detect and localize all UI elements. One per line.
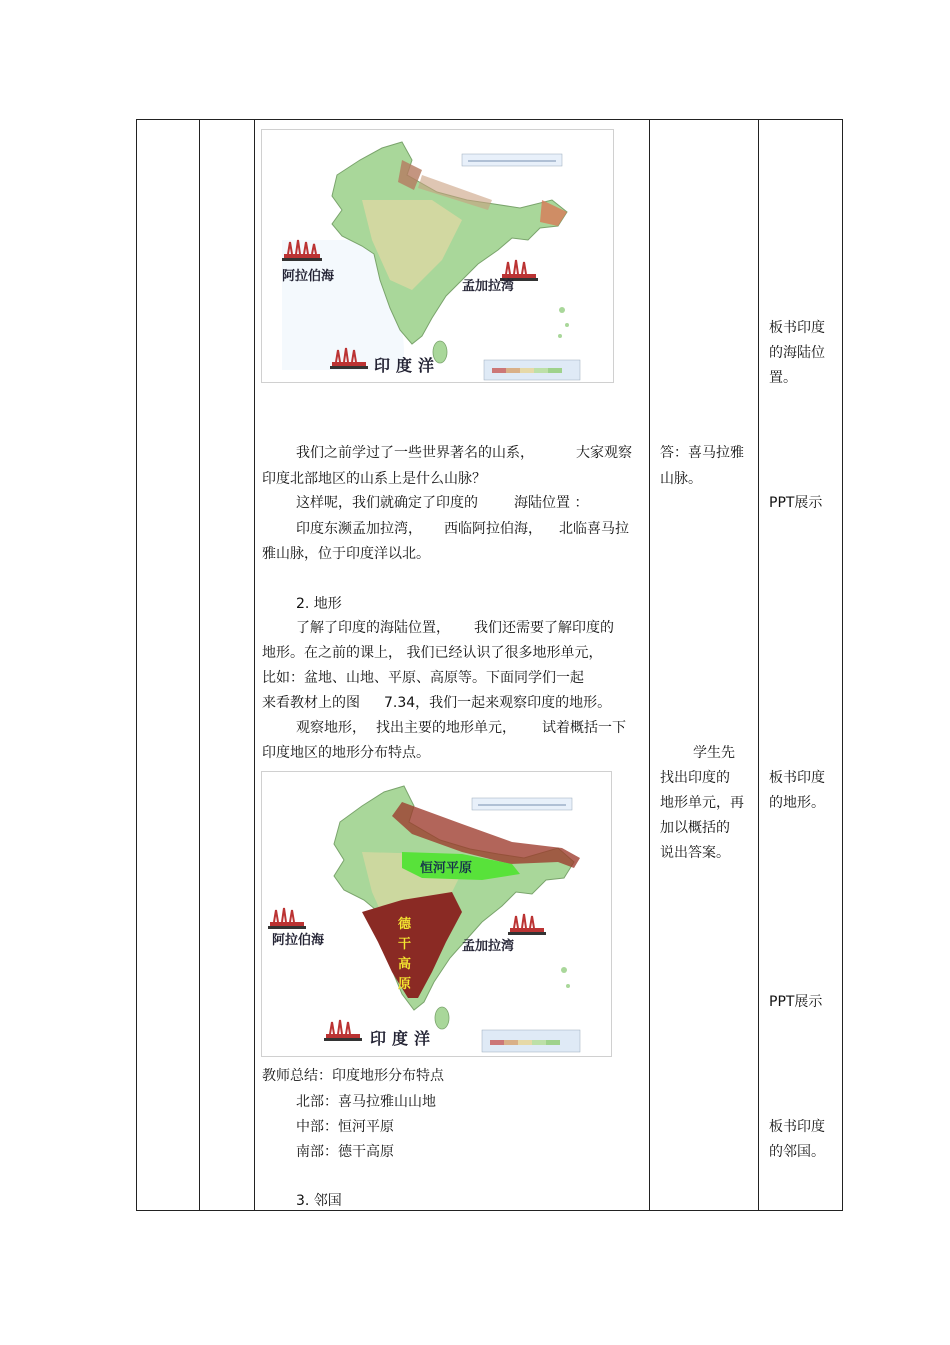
- column-divider-2: [254, 120, 255, 1210]
- india-sea-land-map: [261, 129, 614, 383]
- student-answer-line: 答：喜马拉雅: [660, 445, 744, 461]
- note-line: 板书印度: [769, 770, 825, 786]
- section-heading: 3. 邻国: [296, 1193, 342, 1209]
- bay-of-bengal-label: 孟加拉湾: [462, 279, 515, 294]
- indian-ocean-label: 印度洋: [370, 1029, 437, 1048]
- paragraph-line: 雅山脉，位于印度洋以北。: [262, 546, 430, 562]
- arabian-sea-label: 阿拉伯海: [272, 933, 325, 948]
- paragraph-line: 观察地形，: [296, 720, 366, 736]
- note-line: PPT展示: [769, 495, 823, 511]
- student-activity-line: 地形单元，再: [660, 795, 744, 811]
- indian-ocean-label: 印度洋: [374, 356, 441, 375]
- note-line: 的地形。: [769, 795, 825, 811]
- paragraph-line: 试着概括一下: [542, 720, 626, 736]
- note-line: 置。: [769, 370, 797, 386]
- summary-north: 北部：喜马拉雅山山地: [296, 1094, 436, 1110]
- arabian-sea-label: 阿拉伯海: [282, 269, 335, 284]
- ganges-plain-label: 恒河平原: [420, 861, 473, 876]
- deccan-plateau-label-char3: 高: [398, 957, 412, 972]
- paragraph-line: 印度地区的地形分布特点。: [262, 745, 430, 761]
- paragraph-line: 来看教材上的图: [262, 695, 360, 711]
- bay-of-bengal-label: 孟加拉湾: [462, 939, 515, 954]
- paragraph-line: 西临阿拉伯海，: [444, 521, 542, 537]
- student-activity-line: 说出答案。: [660, 845, 730, 861]
- note-line: PPT展示: [769, 994, 823, 1010]
- student-activity-line: 加以概括的: [660, 820, 730, 836]
- section-heading: 2. 地形: [296, 596, 342, 612]
- note-line: 板书印度: [769, 320, 825, 336]
- student-activity-line: 找出印度的: [660, 770, 730, 786]
- paragraph-line: 地形。在之前的课上， 我们已经认识了很多地形单元，: [262, 645, 603, 661]
- column-divider-4: [758, 120, 759, 1210]
- paragraph-line: 了解了印度的海陆位置，: [296, 620, 450, 636]
- deccan-plateau-label-char4: 原: [398, 977, 412, 992]
- deccan-plateau-label-char1: 德: [398, 917, 412, 932]
- paragraph-line: 我们之前学过了一些世界著名的山系，: [296, 445, 534, 461]
- paragraph-line: 7.34，我们一起来观察印度的地形。: [384, 695, 612, 711]
- paragraph-line: 大家观察: [576, 445, 632, 461]
- paragraph-line: 北临喜马拉: [559, 521, 629, 537]
- paragraph-line: 我们还需要了解印度的: [474, 620, 614, 636]
- summary-south: 南部：德干高原: [296, 1144, 394, 1160]
- paragraph-line: 海陆位置 ：: [514, 495, 589, 511]
- paragraph-line: 比如：盆地、山地、平原、高原等。下面同学们一起: [262, 670, 584, 686]
- note-line: 的邻国。: [769, 1144, 825, 1160]
- india-terrain-map: [261, 771, 612, 1057]
- summary-title: 教师总结：印度地形分布特点: [262, 1068, 444, 1084]
- paragraph-line: 印度北部地区的山系上是什么山脉？: [262, 471, 486, 487]
- deccan-plateau-label-char2: 干: [398, 937, 412, 952]
- column-divider-3: [649, 120, 650, 1210]
- paragraph-line: 这样呢，我们就确定了印度的: [296, 495, 478, 511]
- paragraph-line: 印度东濒孟加拉湾，: [296, 521, 422, 537]
- note-line: 板书印度: [769, 1119, 825, 1135]
- paragraph-line: 找出主要的地形单元，: [376, 720, 516, 736]
- column-divider-1: [199, 120, 200, 1210]
- note-line: 的海陆位: [769, 345, 825, 361]
- student-answer-line: 山脉。: [660, 471, 702, 487]
- student-activity-line: 学生先: [693, 745, 735, 761]
- summary-middle: 中部：恒河平原: [296, 1119, 394, 1135]
